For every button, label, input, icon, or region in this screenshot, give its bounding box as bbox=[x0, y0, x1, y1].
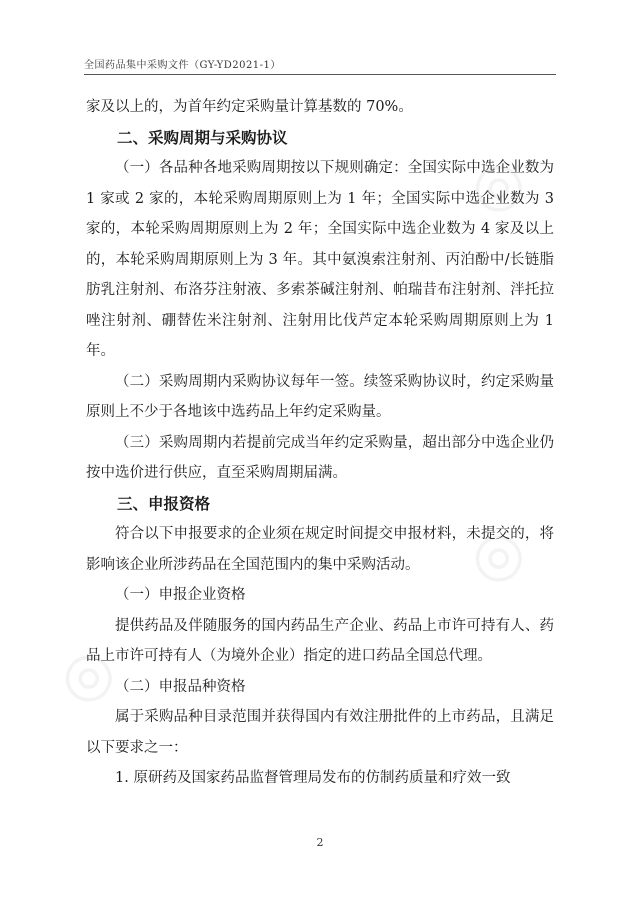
paragraph: 属于采购品种目录范围并获得国内有效注册批件的上市药品，且满足以下要求之一： bbox=[86, 709, 554, 756]
paragraph: 提供药品及伴随服务的国内药品生产企业、药品上市许可持有人、药品上市许可持有人（为境外企业）指定的进口药品全国总代理。 bbox=[86, 617, 554, 664]
watermark: ◎ bbox=[454, 511, 538, 599]
header-rule bbox=[84, 74, 556, 75]
paragraph: 家及以上的，为首年约定采购量计算基数的 70%。 bbox=[86, 99, 413, 115]
running-header: 全国药品集中采购文件（GY-YD2021-1） bbox=[84, 60, 281, 71]
section-heading: 三、申报资格 bbox=[117, 494, 211, 513]
page-number: 2 bbox=[316, 836, 324, 849]
subsection-heading: （二）申报品种资格 bbox=[115, 678, 246, 695]
section-heading: 二、采购周期与采购协议 bbox=[117, 128, 288, 147]
paragraph: （一）各品种各地采购周期按以下规则确定：全国实际中选企业数为 1 家或 2 家的，本轮采购周期原则上为 1 年；全国实际中选企业数为 3 家的，本轮采购周期原则上为 2 年；全国实际中选企业数为 4 家及以上的，本轮采购周期原则上为 3 年。其中氨溴索注射剂、丙泊酚中/长链脂肪乳注射剂、布洛芬注射液、多索茶碱注射剂、帕瑞昔布注射剂、泮托拉唑注射剂、硼替佐米注射剂、注射用比伐芦定本轮采购周期原则上为 1 年。 bbox=[86, 160, 554, 359]
document-body bbox=[86, 92, 554, 794]
subsection-heading: （一）申报企业资格 bbox=[115, 587, 246, 603]
paragraph: （二）采购周期内采购协议每年一签。续签采购协议时，约定采购量原则上不少于各地该中选药品上年约定采购量。 bbox=[86, 373, 554, 420]
paragraph: 1. 原研药及国家药品监督管理局发布的仿制药质量和疗效一致 bbox=[115, 770, 511, 786]
paragraph: 符合以下申报要求的企业须在规定时间提交申报材料，未提交的，将影响该企业所涉药品在全国范围内的集中采购活动。 bbox=[86, 526, 554, 573]
watermark: ◎ bbox=[454, 141, 538, 229]
paragraph: （三）采购周期内若提前完成当年约定采购量，超出部分中选企业仍按中选价进行供应，直至采购周期届满。 bbox=[86, 434, 554, 481]
watermark: ◎ bbox=[44, 631, 128, 719]
